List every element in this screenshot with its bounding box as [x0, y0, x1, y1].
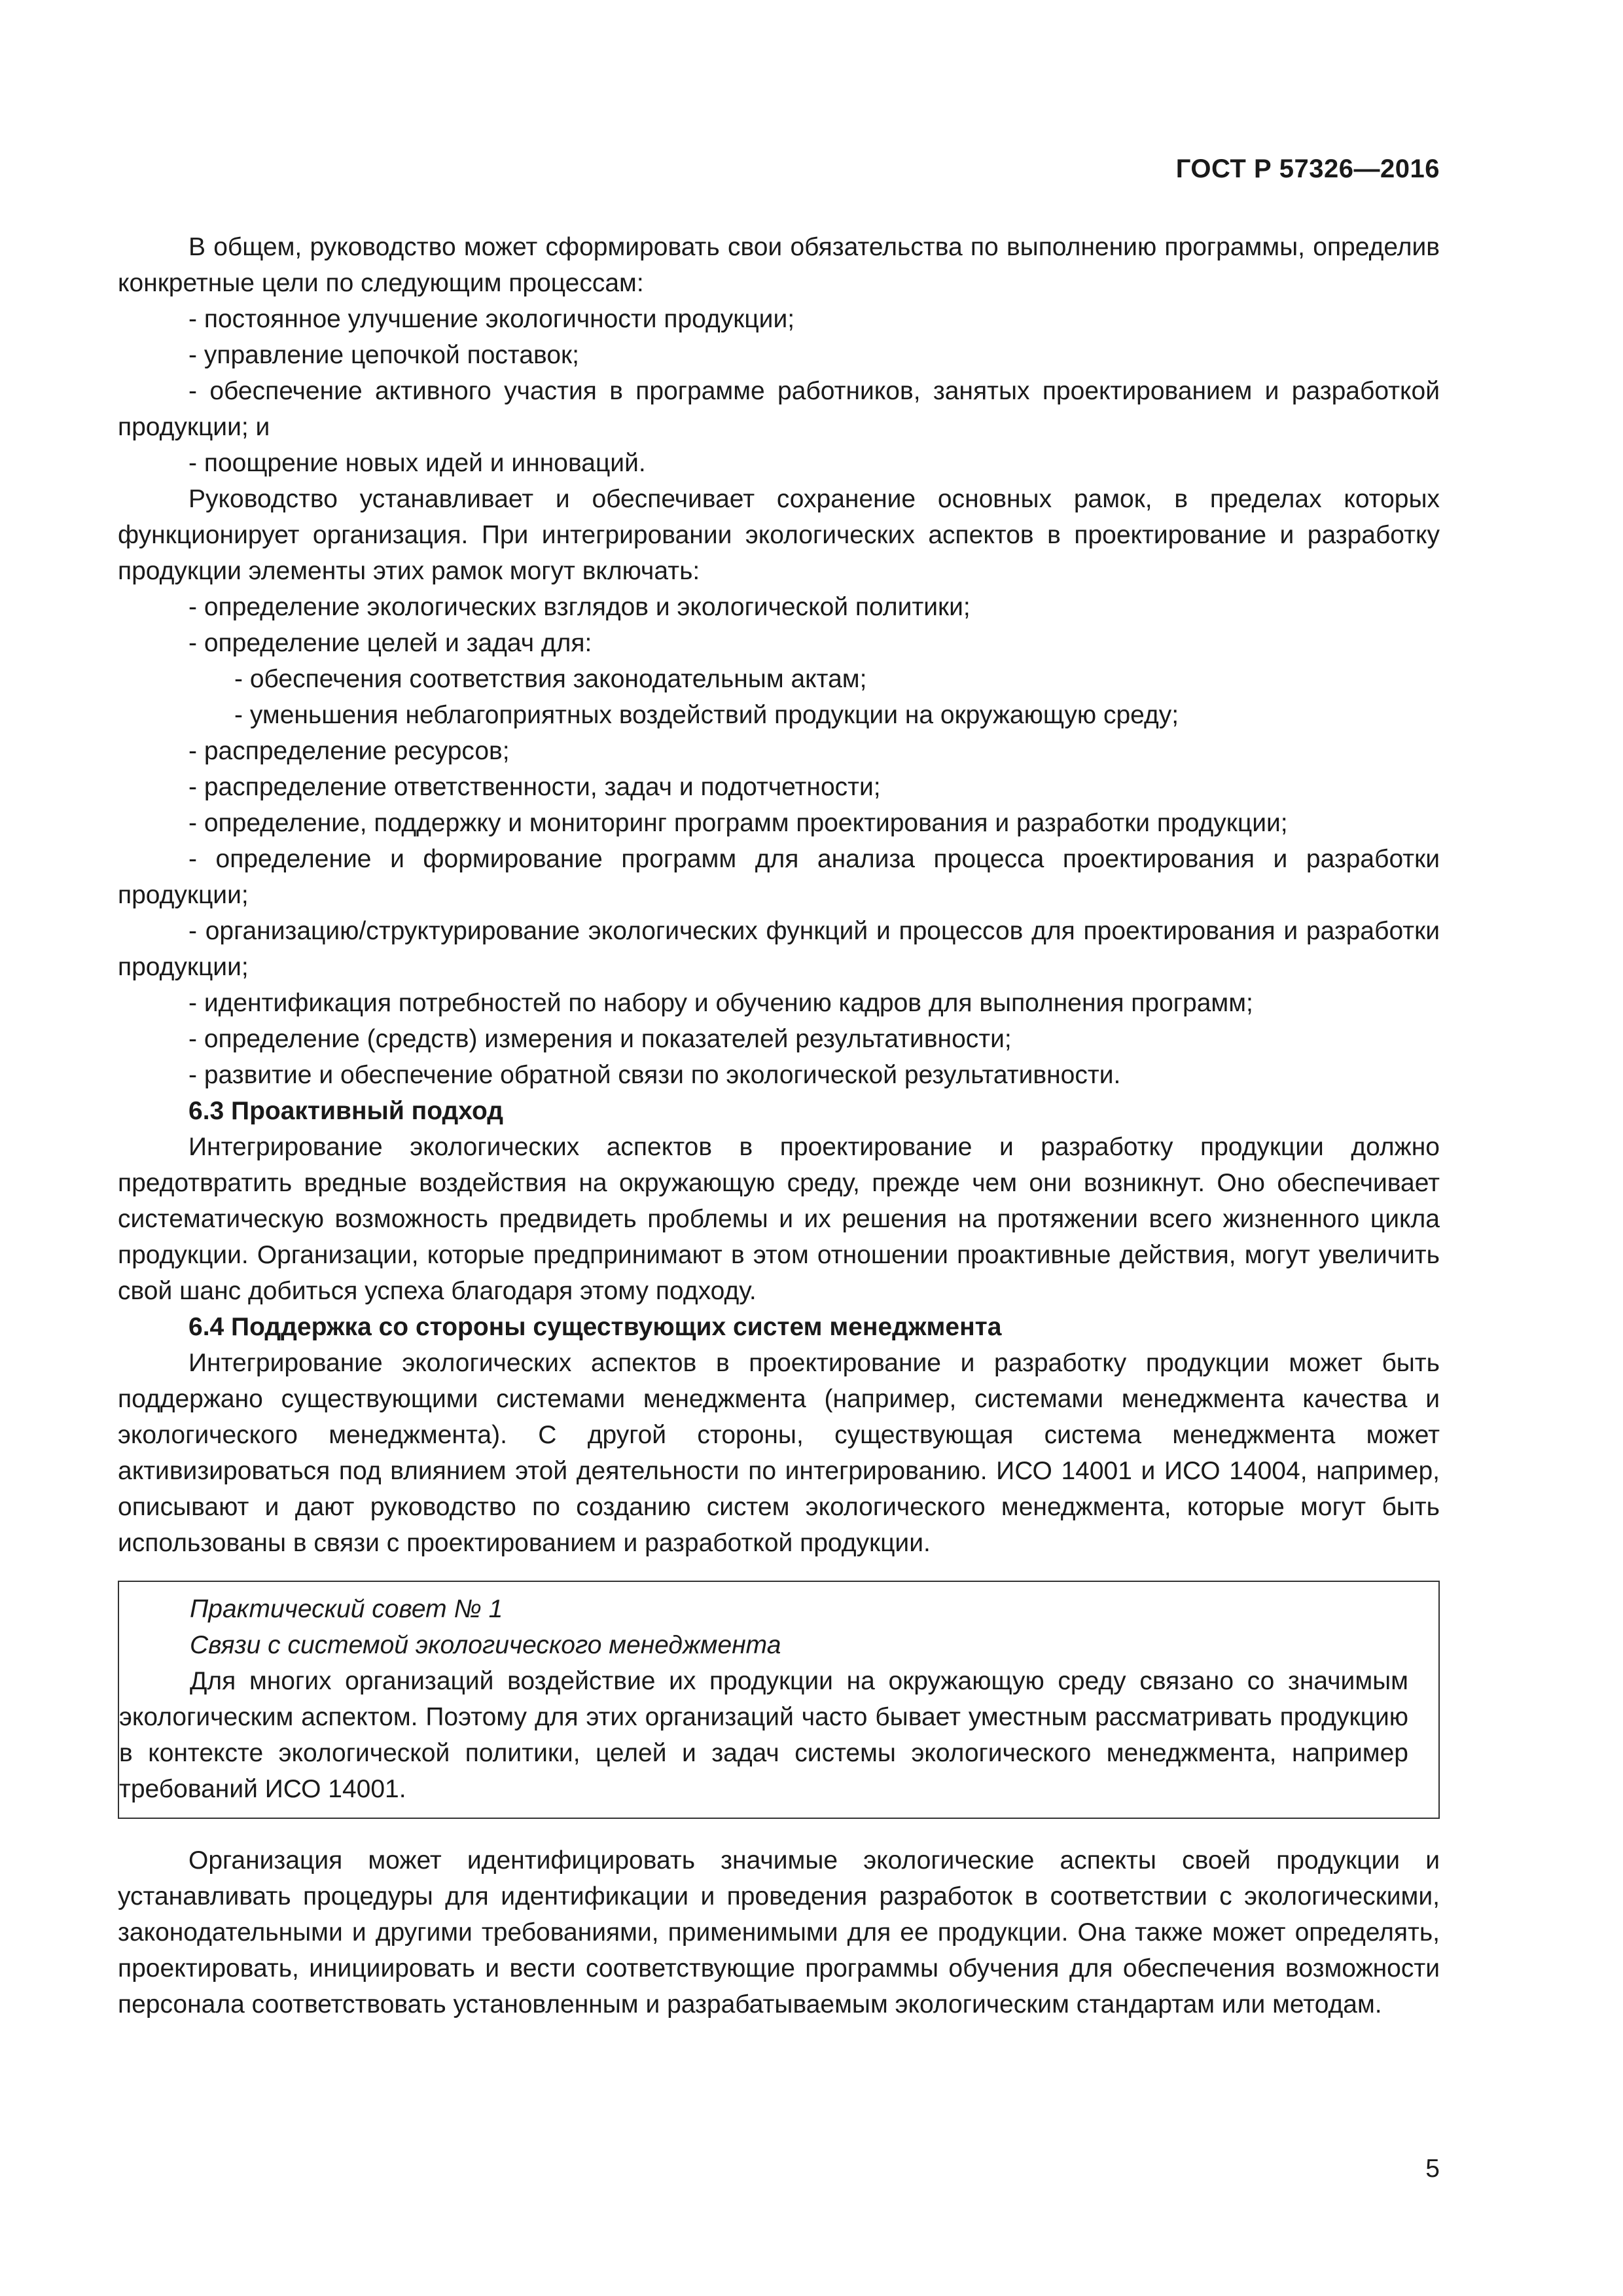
practical-tip-box [118, 1581, 1440, 1819]
sub-list-item: - уменьшения неблагоприятных воздействий продукции на окружающую среду; [234, 701, 1179, 729]
list-item: - определение, поддержку и мониторинг программ проектирования и разработки продукции; [188, 809, 1288, 837]
sub-list-item: - обеспечения соответствия законодательным актам; [234, 665, 867, 693]
body-blocks [118, 229, 1440, 1561]
list-item: - определение (средств) измерения и показателей результативности; [188, 1025, 1012, 1053]
document-content [118, 229, 1440, 2022]
list-item: - распределение ресурсов; [188, 737, 510, 765]
list-item: - поощрение новых идей и инноваций. [188, 449, 646, 477]
list-item: - обеспечение активного участия в программе работников, занятых проектированием и разработкой продукции; и [118, 377, 1440, 441]
paragraph: Интегрирование экологических аспектов в проектирование и разработку продукции должно предотвратить вредные воздействия на окружающую среду, прежде чем они возникнут. Оно обеспечивает систематическую возможность предвидеть проблемы и их решения на протяжении всего жизненного цикла продукции. Организации, которые предпринимают в этом отношении проактивные действия, могут увеличить свой шанс добиться успеха благодаря этому подходу. [118, 1133, 1440, 1305]
tip-title: Практический совет № 1 [190, 1595, 503, 1623]
list-item: - управление цепочкой поставок; [188, 341, 579, 369]
tip-subtitle: Связи с системой экологического менеджмента [190, 1631, 781, 1659]
section-heading: 6.3 Проактивный подход [188, 1097, 504, 1125]
document-page [118, 0, 1440, 2296]
paragraph: Руководство устанавливает и обеспечивает сохранение основных рамок, в пределах которых функционирует организация. При интегрировании экологических аспектов в проектирование и разработку продукции элементы этих рамок могут включать: [118, 485, 1440, 585]
page-number: 5 [1425, 2155, 1440, 2183]
list-item: - распределение ответственности, задач и подотчетности; [188, 773, 881, 801]
list-item: - организацию/структурирование экологических функций и процессов для проектирования и разработки продукции; [118, 917, 1440, 981]
section-heading: 6.4 Поддержка со стороны существующих систем менеджмента [188, 1313, 1002, 1341]
paragraph: В общем, руководство может сформировать свои обязательства по выполнению программы, определив конкретные цели по следующим процессам: [118, 233, 1440, 297]
document-id-header: ГОСТ Р 57326—2016 [1175, 154, 1440, 183]
paragraph: Интегрирование экологических аспектов в проектирование и разработку продукции может быть поддержано существующими системами менеджмента (например, системами менеджмента качества и экологического менеджмента). С другой стороны, существующая система менеджмента может активизироваться под влиянием этой деятельности по интегрированию. ИСО 14001 и ИСО 14004, например, описывают и дают руководство по созданию систем экологического менеджмента, которые могут быть использованы в связи с проектированием и разработкой продукции. [118, 1349, 1440, 1557]
tip-body [119, 1663, 1408, 1807]
list-item: - определение целей и задач для: [188, 629, 592, 657]
closing-paragraph: Организация может идентифицировать значимые экологические аспекты своей продукции и устанавливать процедуры для идентификации и проведения разработок в соответствии с экологическими, законодательными и другими требованиями, применимыми для ее продукции. Она также может определять, проектировать, инициировать и вести соответствующие программы обучения для обеспечения возможности персонала соответствовать установленным и разрабатываемым экологическим стандартам или методам. [118, 1846, 1440, 2018]
list-item: - развитие и обеспечение обратной связи по экологической результативности. [188, 1061, 1121, 1089]
list-item: - постоянное улучшение экологичности продукции; [188, 305, 795, 333]
list-item: - определение экологических взглядов и экологической политики; [188, 593, 971, 621]
tip-body-text: Для многих организаций воздействие их продукции на окружающую среду связано со значимым экологическим аспектом. Поэтому для этих организаций часто бывает уместным рассматривать продукцию в контексте экологической политики, целей и задач системы экологического менеджмента, например требований ИСО 14001. [119, 1667, 1408, 1803]
list-item: - определение и формирование программ для анализа процесса проектирования и разработки продукции; [118, 845, 1440, 909]
list-item: - идентификация потребностей по набору и обучению кадров для выполнения программ; [188, 989, 1253, 1017]
